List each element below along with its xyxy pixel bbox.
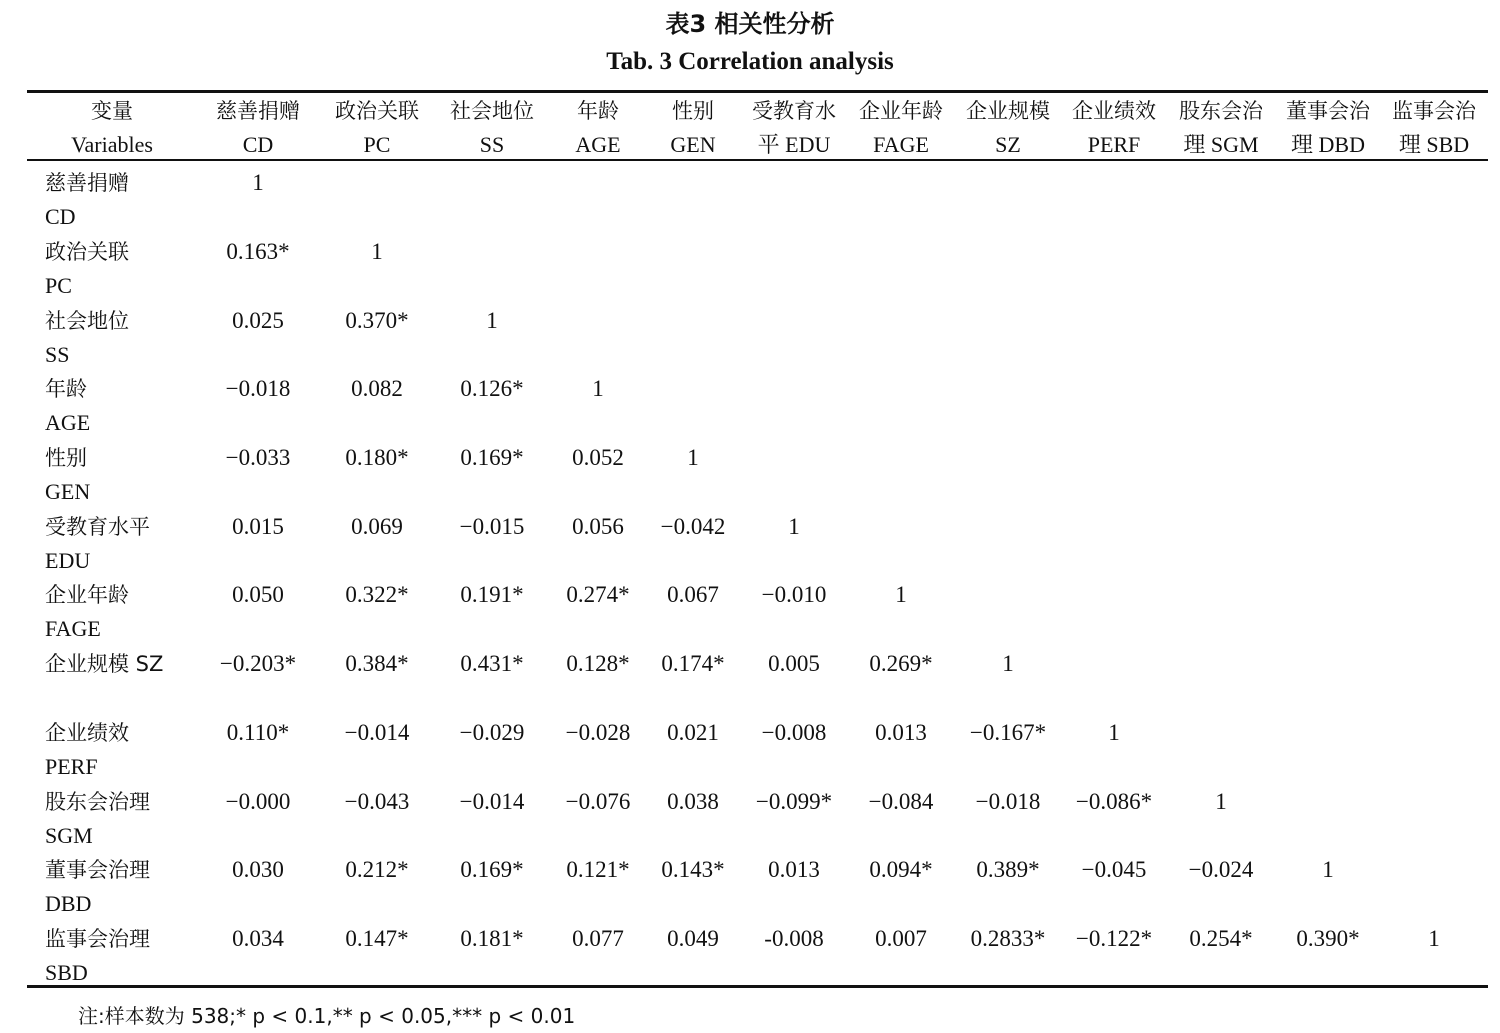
column-header-line2: CD [242, 132, 274, 157]
column-header-line2: PERF [1087, 132, 1141, 157]
correlation-cell: 0.390* [1296, 926, 1360, 951]
correlation-cell: 1 [1428, 926, 1440, 951]
correlation-cell: 1 [1215, 789, 1227, 814]
correlation-cell: 0.038 [667, 789, 719, 814]
column-header [966, 94, 1050, 162]
correlation-cell: 1 [592, 376, 604, 401]
correlation-cell: -0.008 [764, 926, 824, 951]
correlation-cell: −0.122* [1075, 926, 1153, 951]
correlation-cell: 0.110* [226, 720, 290, 745]
row-label-english: GEN [45, 479, 91, 504]
correlation-cell: 0.2833* [970, 926, 1046, 951]
column-header [670, 94, 715, 162]
correlation-cell: −0.084 [868, 789, 934, 814]
correlation-cell: 0.005 [768, 651, 820, 676]
correlation-cell: 1 [1002, 651, 1014, 676]
row-label-chinese: 企业绩效 [45, 721, 129, 745]
correlation-cell: 0.322* [345, 582, 409, 607]
column-header-line1: 受教育水 [752, 99, 836, 123]
row-label-english: EDU [45, 548, 91, 573]
column-header [859, 94, 943, 162]
correlation-cell: −0.014 [459, 789, 525, 814]
row-label-chinese: 董事会治理 [45, 858, 150, 882]
column-header-line2: SZ [995, 132, 1021, 157]
row-label [45, 789, 150, 849]
correlation-cell: 0.191* [460, 582, 524, 607]
correlation-cell: 0.030 [232, 857, 284, 882]
correlation-cell: 0.049 [667, 926, 719, 951]
column-header-line2: 理 DBD [1291, 132, 1365, 157]
column-header [335, 94, 419, 162]
column-header-line1: 年龄 [577, 99, 619, 123]
row-label-chinese: 股东会治理 [45, 790, 150, 814]
correlation-cell: −0.024 [1188, 857, 1254, 882]
table-title-english: Tab. 3 Correlation analysis [606, 48, 894, 75]
correlation-cell: 1 [486, 308, 498, 333]
column-header-line1: 社会地位 [450, 99, 534, 123]
bottom-rule [27, 985, 1488, 988]
correlation-cell: 0.021 [667, 720, 719, 745]
row-label-chinese: 慈善捐赠 [45, 171, 129, 195]
row-label [45, 857, 150, 917]
column-header-line2: SS [479, 132, 505, 157]
correlation-cell: 0.121* [566, 857, 630, 882]
column-header-line1: 性别 [672, 99, 714, 123]
column-header-line2: 平 EDU [757, 132, 831, 157]
correlation-cell: 0.254* [1189, 926, 1253, 951]
column-header-line1: 监事会治 [1392, 99, 1476, 123]
row-label-chinese: 社会地位 [45, 309, 129, 333]
correlation-cell: 1 [895, 582, 907, 607]
correlation-cell: 0.128* [566, 651, 630, 676]
column-header [450, 94, 534, 162]
correlation-cell: 0.180* [345, 445, 409, 470]
correlation-cell: −0.015 [459, 514, 525, 539]
correlation-cell: 0.052 [572, 445, 624, 470]
row-label [45, 170, 129, 230]
correlation-cell: −0.033 [225, 445, 291, 470]
row-label-chinese: 年龄 [45, 377, 87, 401]
correlation-cell: −0.086* [1075, 789, 1153, 814]
column-header-line2: AGE [575, 132, 621, 157]
column-header-line2: 理 SGM [1183, 132, 1259, 157]
correlation-cell: 0.077 [572, 926, 624, 951]
correlation-cell: 0.212* [345, 857, 409, 882]
row-label-english: FAGE [45, 616, 101, 641]
top-rule [27, 90, 1488, 93]
row-label-chinese: 受教育水平 [45, 515, 150, 539]
table-title-chinese: 表3 相关性分析 [665, 10, 835, 38]
correlation-cell: −0.076 [565, 789, 631, 814]
column-header [1392, 94, 1476, 162]
correlation-cell: 1 [252, 170, 264, 195]
correlation-cell: −0.000 [225, 789, 291, 814]
row-label [45, 308, 129, 368]
correlation-cell: 0.034 [232, 926, 284, 951]
correlation-cell: 0.181* [460, 926, 524, 951]
correlation-cell: 0.384* [345, 651, 409, 676]
row-label [45, 926, 150, 986]
column-header-line1: 政治关联 [335, 99, 419, 123]
correlation-cell: 0.050 [232, 582, 284, 607]
correlation-cell: 1 [1108, 720, 1120, 745]
correlation-cell: 0.389* [976, 857, 1040, 882]
correlation-cell: 0.269* [869, 651, 933, 676]
correlation-cell: 1 [1322, 857, 1334, 882]
row-label-english: PERF [45, 754, 98, 779]
correlation-cell: 0.126* [460, 376, 524, 401]
correlation-cell: 1 [788, 514, 800, 539]
column-header-line1: 企业年龄 [859, 99, 943, 123]
column-header [1286, 94, 1370, 162]
column-header-line1: 慈善捐赠 [216, 99, 300, 123]
correlation-cell: 0.431* [460, 651, 524, 676]
row-label-english: SS [45, 342, 70, 367]
correlation-cell: −0.167* [969, 720, 1047, 745]
row-label [45, 445, 90, 505]
correlation-cell: 0.174* [661, 651, 725, 676]
column-header [216, 94, 300, 162]
row-label [45, 582, 129, 642]
row-label [45, 720, 129, 780]
correlation-cell: −0.014 [344, 720, 410, 745]
correlation-cell: 0.169* [460, 857, 524, 882]
correlation-cell: 0.163* [226, 239, 290, 264]
correlation-cell: 1 [687, 445, 699, 470]
correlation-cell: −0.043 [344, 789, 410, 814]
correlation-cell: −0.018 [975, 789, 1041, 814]
correlation-cell: 0.013 [875, 720, 927, 745]
correlation-cell: 0.143* [661, 857, 725, 882]
correlation-cell: 0.169* [460, 445, 524, 470]
correlation-cell: 0.025 [232, 308, 284, 333]
column-header-line1: 企业绩效 [1072, 99, 1156, 123]
correlation-cell: 0.015 [232, 514, 284, 539]
row-label-chinese: 企业年龄 [45, 583, 129, 607]
row-label-english: SBD [45, 960, 88, 985]
row-label-english: CD [45, 204, 76, 229]
row-label-english: DBD [45, 891, 92, 916]
row-label [45, 514, 150, 574]
correlation-cell: −0.008 [761, 720, 827, 745]
correlation-cell: −0.028 [565, 720, 631, 745]
correlation-cell: 0.147* [345, 926, 409, 951]
row-label-chinese: 企业规模 SZ [45, 652, 164, 676]
row-label-chinese: 性别 [45, 446, 87, 470]
column-header-line1: 企业规模 [966, 99, 1050, 123]
correlation-cell: 0.370* [345, 308, 409, 333]
column-header-line2: FAGE [873, 132, 929, 157]
column-header [1179, 94, 1263, 162]
column-header [575, 94, 620, 162]
correlation-cell: −0.203* [219, 651, 297, 676]
correlation-cell: 0.094* [869, 857, 933, 882]
correlation-cell: 0.274* [566, 582, 630, 607]
correlation-cell: −0.018 [225, 376, 291, 401]
column-header [1072, 94, 1156, 162]
row-label [45, 376, 90, 436]
row-label-english: SGM [45, 823, 93, 848]
correlation-cell: −0.045 [1081, 857, 1147, 882]
correlation-cell: 0.056 [572, 514, 624, 539]
column-header-line2: 理 SBD [1398, 132, 1470, 157]
correlation-cell: −0.029 [459, 720, 525, 745]
correlation-cell: 0.007 [875, 926, 927, 951]
correlation-cell: 0.067 [667, 582, 719, 607]
row-label-english: AGE [45, 410, 91, 435]
correlation-cell: 0.082 [351, 376, 403, 401]
column-header [71, 94, 153, 162]
column-header-line2: GEN [670, 132, 716, 157]
column-header-line1: 股东会治 [1179, 99, 1263, 123]
correlation-cell: 0.013 [768, 857, 820, 882]
correlation-cell: 1 [371, 239, 383, 264]
row-label-english: PC [45, 273, 72, 298]
row-label [45, 239, 129, 299]
correlation-cell: 0.069 [351, 514, 403, 539]
correlation-cell: −0.042 [660, 514, 726, 539]
column-header-line1: 董事会治 [1286, 99, 1370, 123]
correlation-cell: −0.010 [761, 582, 827, 607]
column-header-line2: Variables [71, 132, 153, 157]
row-label-chinese: 监事会治理 [45, 927, 150, 951]
table-note: 注:样本数为 538;* p < 0.1,** p < 0.05,*** p < 0.01 [78, 1004, 576, 1028]
correlation-cell: −0.099* [755, 789, 833, 814]
row-label [45, 651, 163, 685]
column-header [752, 94, 836, 162]
column-header-line1: 变量 [90, 99, 133, 123]
column-header-line2: PC [363, 132, 391, 157]
row-label-chinese: 政治关联 [45, 240, 129, 264]
